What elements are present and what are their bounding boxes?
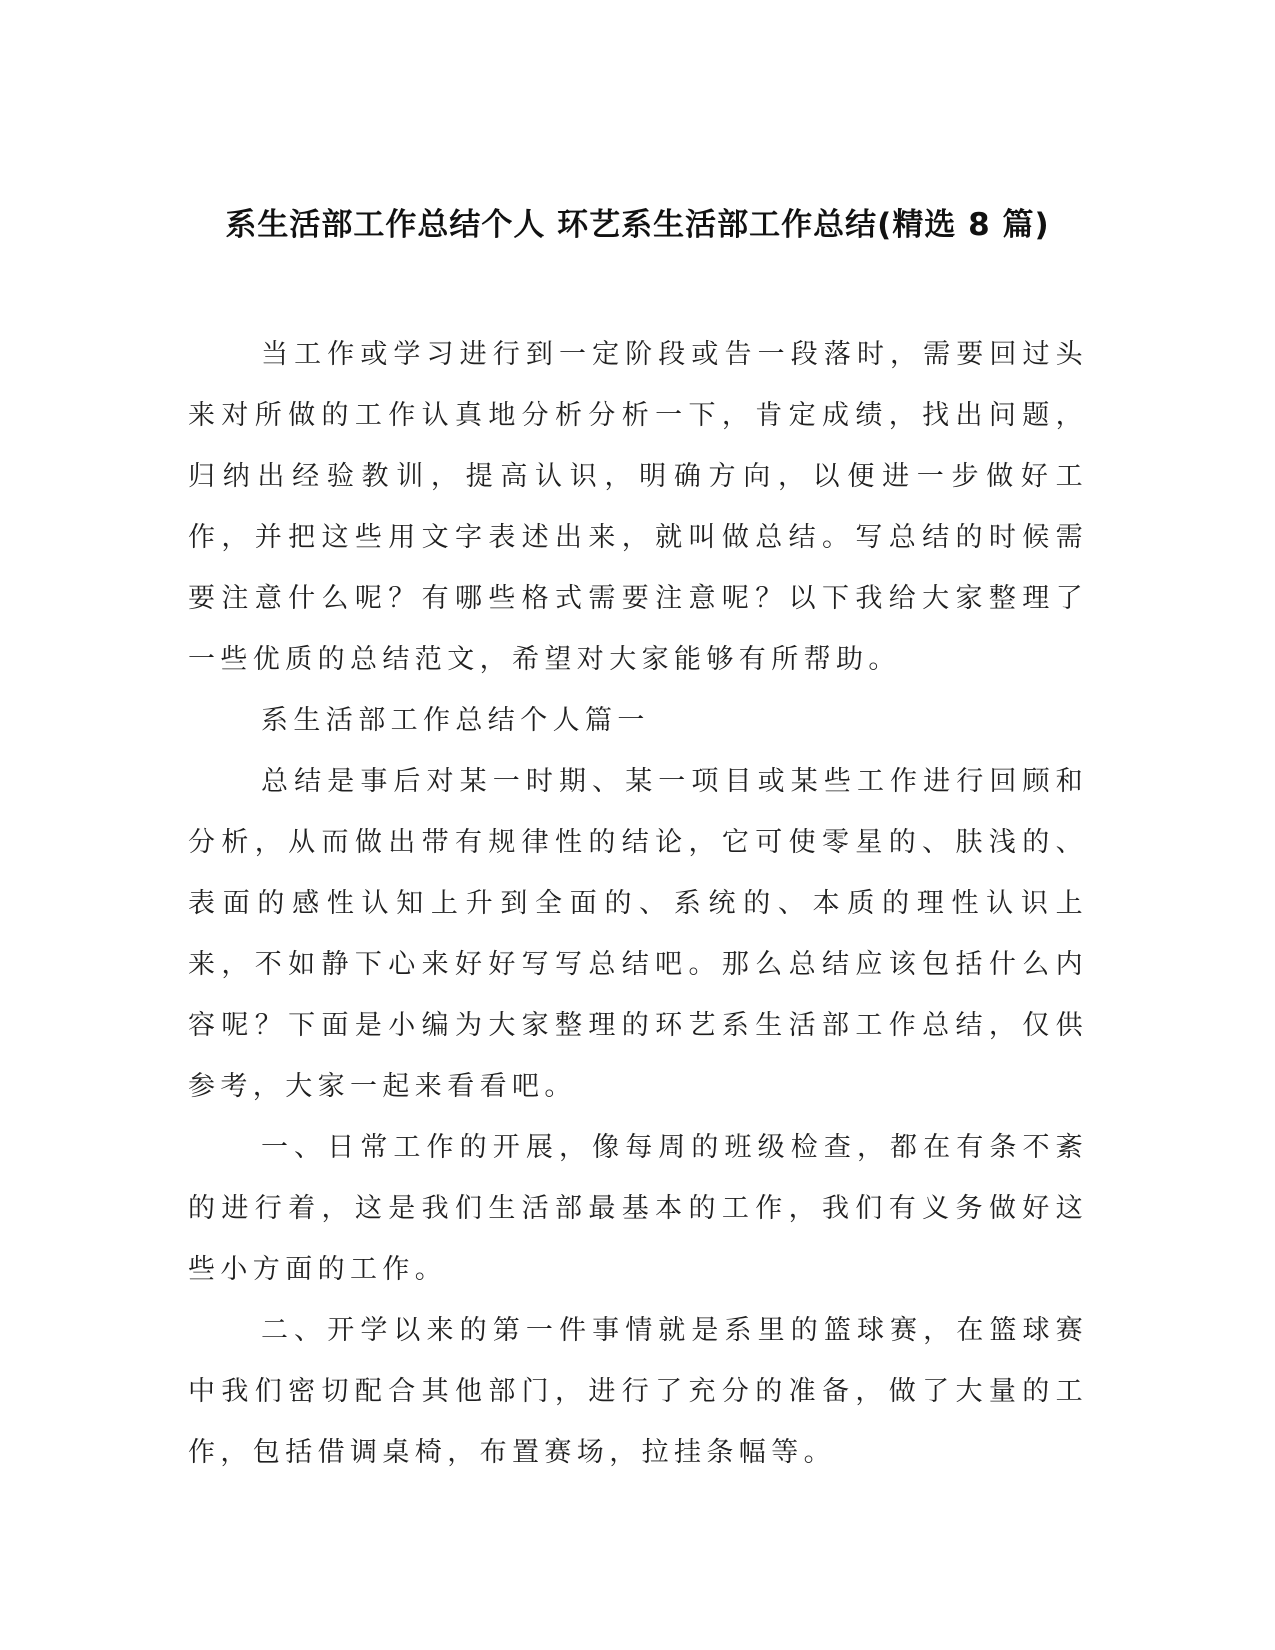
intro-paragraph: 当工作或学习进行到一定阶段或告一段落时，需要回过头来对所做的工作认真地分析分析一下，肯定成绩，找出问题，归纳出经验教训，提高认识，明确方向，以便进一步做好工作，并把这些用文字表述出来，就叫做总结。写总结的时候需要注意什么呢？有哪些格式需要注意呢？以下我给大家整理了一些优质的总结范文，希望对大家能够有所帮助。 (188, 339, 1088, 675)
document-title: 系生活部工作总结个人 环艺系生活部工作总结(精选 8 篇) (225, 206, 1050, 243)
section-heading: 系生活部工作总结个人篇一 (261, 705, 650, 736)
document-body (188, 324, 1088, 1483)
item-two-paragraph: 二、开学以来的第一件事情就是系里的篮球赛，在篮球赛中我们密切配合其他部门，进行了充分的准备，做了大量的工作，包括借调桌椅，布置赛场，拉挂条幅等。 (188, 1315, 1088, 1468)
item-one-paragraph: 一、日常工作的开展，像每周的班级检查，都在有条不紊的进行着，这是我们生活部最基本的工作，我们有义务做好这些小方面的工作。 (188, 1132, 1088, 1285)
summary-paragraph: 总结是事后对某一时期、某一项目或某些工作进行回顾和分析，从而做出带有规律性的结论，它可使零星的、肤浅的、表面的感性认知上升到全面的、系统的、本质的理性认识上来，不如静下心来好好写写总结吧。那么总结应该包括什么内容呢？下面是小编为大家整理的环艺系生活部工作总结，仅供参考，大家一起来看看吧。 (188, 766, 1088, 1102)
